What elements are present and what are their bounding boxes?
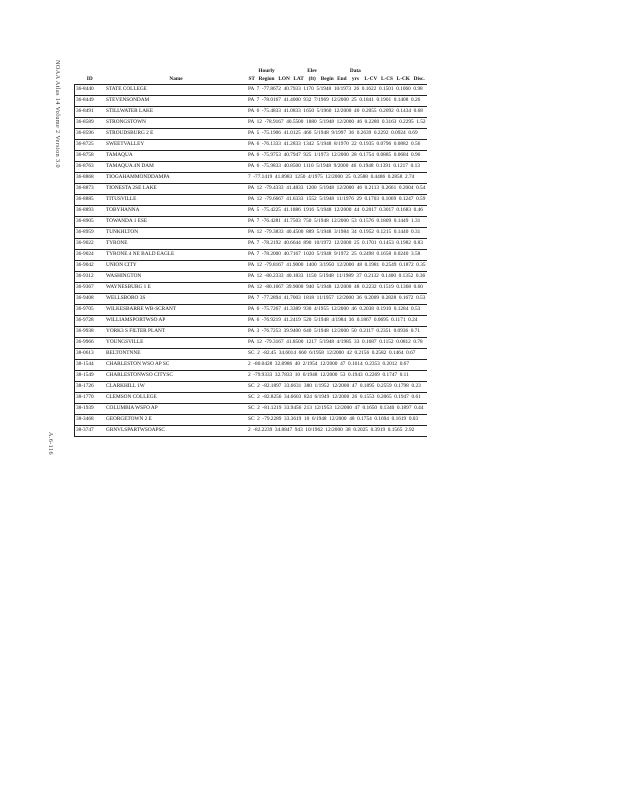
- col-header-top: [319, 68, 336, 76]
- station-name-cell: TITUSVILLE: [105, 195, 247, 206]
- table-row: [75, 327, 427, 338]
- station-name-cell: TAMAQUA: [105, 151, 247, 162]
- col-header-elev: (ft): [306, 76, 319, 85]
- station-name-cell: STILLWATER LAKE: [105, 107, 247, 118]
- table-row: [75, 162, 427, 173]
- station-name-cell: TUNKHLTON: [105, 228, 247, 239]
- table-row: [75, 294, 427, 305]
- station-name-cell: TIOGAHAMMONDDAMPA: [105, 173, 247, 184]
- station-values-cell: PA 5 -75.4225 41.1886 1916 5/1948 12/2000 44 0.2017 0.3017 0.1683 0.46: [247, 206, 427, 217]
- station-name-cell: BELTONTNNE: [105, 349, 247, 360]
- station-values-cell: PA 6 -75.9753 40.7947 925 1/1973 12/2000 28 0.1754 0.0885 0.0684 0.96: [247, 151, 427, 162]
- station-id-cell: 36-9312: [75, 272, 106, 283]
- col-header-top: [379, 68, 395, 76]
- station-name-cell: STATE COLLEGE: [105, 85, 247, 96]
- station-values-cell: PA 3 -76.7253 39.9400 640 5/1948 12/2000 50 0.2117 0.2351 0.0936 0.71: [247, 327, 427, 338]
- station-id-cell: 36-8491: [75, 107, 106, 118]
- station-id-cell: 36-9966: [75, 338, 106, 349]
- col-header-top: [105, 68, 247, 76]
- station-values-cell: PA 12 -78.9167 40.5500 1880 5/1948 12/2000 46 0.2280 0.3163 0.2295 1.52: [247, 118, 427, 129]
- col-header-top: Data: [349, 68, 361, 75]
- table-row: [75, 217, 427, 228]
- table-header-row-top: [75, 68, 427, 76]
- table-row: [75, 305, 427, 316]
- station-name-cell: WASHINGTON: [105, 272, 247, 283]
- station-id-cell: 36-9938: [75, 327, 106, 338]
- station-name-cell: SWEETVALLEY: [105, 140, 247, 151]
- station-name-cell: COLUMBIA WSFO AP: [105, 404, 247, 415]
- col-header-disc: Disc.: [412, 76, 427, 85]
- station-values-cell: PA 7 -76.4281 41.7503 750 5/1948 12/2000 53 0.1576 0.1809 0.1449 1.31: [247, 217, 427, 228]
- station-id-cell: 38-1770: [75, 393, 106, 404]
- station-id-cell: 36-8725: [75, 140, 106, 151]
- station-values-cell: PA 12 -80.1667 39.9000 940 5/1948 12/2000 48 0.2232 0.1519 0.1368 0.60: [247, 283, 427, 294]
- station-name-cell: CLEMSON COLLEGE: [105, 393, 247, 404]
- table-row: [75, 173, 427, 184]
- table-row: [75, 338, 427, 349]
- station-id-cell: 38-0613: [75, 349, 106, 360]
- station-id-cell: 38-1939: [75, 404, 106, 415]
- table-row: [75, 118, 427, 129]
- station-id-cell: 36-8440: [75, 85, 106, 96]
- col-header-lcs: L-CS: [379, 76, 395, 85]
- station-values-cell: SC 2 -81.1219 33.9456 213 12/1953 12/2000 47 0.1650 0.1340 0.1897 0.44: [247, 404, 427, 415]
- station-values-cell: PA 7 -77.2894 41.7003 1818 11/1957 12/2000 36 0.2009 0.2828 0.1672 0.53: [247, 294, 427, 305]
- table-row: [75, 85, 427, 96]
- station-id-cell: 36-8763: [75, 162, 106, 173]
- station-name-cell: WELLSBORO 3S: [105, 294, 247, 305]
- station-name-cell: YOUNGSVILLE: [105, 338, 247, 349]
- station-name-cell: GRNVLSPARTWSOAPSC: [105, 426, 247, 437]
- station-values-cell: SC 2 -82.45 34.6014 660 6/1958 12/2000 42 0.2156 0.2582 0.1464 0.67: [247, 349, 427, 360]
- station-values-cell: SC 2 -82.1897 33.6631 380 1/1952 12/2000 47 0.1895 0.2559 0.1798 0.23: [247, 382, 427, 393]
- station-id-cell: 36-9705: [75, 305, 106, 316]
- table-row: [75, 272, 427, 283]
- col-header-name: Name: [105, 76, 247, 85]
- table-row: [75, 382, 427, 393]
- table-row: [75, 195, 427, 206]
- station-name-cell: TYRONE: [105, 239, 247, 250]
- station-id-cell: 36-8959: [75, 228, 106, 239]
- table-row: [75, 129, 427, 140]
- station-name-cell: TOWANDA 1 ESE: [105, 217, 247, 228]
- col-header-lon: LON: [277, 76, 292, 85]
- col-header-top: [247, 68, 256, 76]
- station-name-cell: YORK3 S FILTER PLANT: [105, 327, 247, 338]
- station-id-cell: 36-8596: [75, 129, 106, 140]
- table-row: [75, 415, 427, 426]
- table-row: [75, 261, 427, 272]
- col-header-st: ST: [247, 76, 256, 85]
- table-row: [75, 140, 427, 151]
- col-header-top: [395, 68, 412, 76]
- station-id-cell: 36-8589: [75, 118, 106, 129]
- station-id-cell: 36-8893: [75, 206, 106, 217]
- station-values-cell: 2 -82.2239 34.8847 943 10/1962 12/2000 38 0.2025 0.3919 0.1565 2.92: [247, 426, 427, 437]
- col-header-top: [75, 68, 106, 76]
- station-id-cell: 36-9408: [75, 294, 106, 305]
- station-values-cell: 2 -80.0428 32.8986 40 2/1954 12/2000 47 0.1614 0.2353 0.2012 0.67: [247, 360, 427, 371]
- table-row: [75, 360, 427, 371]
- station-values-cell: SC 2 -79.2289 33.3619 10 6/1948 12/2000 48 0.1754 0.1694 0.1619 0.03: [247, 415, 427, 426]
- station-name-cell: UNION CITY: [105, 261, 247, 272]
- station-values-cell: PA 7 -78.2000 40.7167 1020 5/1948 9/1972 25 0.2498 0.1658 0.0240 3.58: [247, 250, 427, 261]
- station-name-cell: CLARKHILL 1W: [105, 382, 247, 393]
- col-header-top: [292, 68, 306, 76]
- station-id-cell: 36-8873: [75, 184, 106, 195]
- station-values-cell: PA 7 -77.8672 40.7933 1170 5/1948 10/1973 26 0.1622 0.1501 0.1060 0.98: [247, 85, 427, 96]
- station-statistics-table: [74, 68, 427, 437]
- station-values-cell: PA 12 -79.3167 41.8500 1217 5/1948 4/1985 33 0.1687 0.1152 0.0812 0.78: [247, 338, 427, 349]
- station-values-cell: PA 7 -78.2192 40.6644 890 10/1972 12/2000 25 0.1701 0.1453 0.1982 0.83: [247, 239, 427, 250]
- station-id-cell: 38-1549: [75, 371, 106, 382]
- table-row: [75, 184, 427, 195]
- station-id-cell: 36-9022: [75, 239, 106, 250]
- col-header-yrs: yrs: [348, 76, 362, 85]
- table-row: [75, 206, 427, 217]
- station-id-cell: 36-8885: [75, 195, 106, 206]
- station-name-cell: STEVENSONDAM: [105, 96, 247, 107]
- col-header-begin: Begin: [319, 76, 336, 85]
- table-row: [75, 283, 427, 294]
- station-values-cell: 2 -79.9333 32.7833 10 6/1948 12/2000 53 0.1943 0.2269 0.1747 0.11: [247, 371, 427, 382]
- table-row: [75, 107, 427, 118]
- station-name-cell: WAYNESBURG 1 E: [105, 283, 247, 294]
- station-name-cell: STRONGSTOWN: [105, 118, 247, 129]
- station-name-cell: TIONESTA 2SE LAKE: [105, 184, 247, 195]
- table-row: [75, 151, 427, 162]
- station-id-cell: 36-9728: [75, 316, 106, 327]
- table-row: [75, 239, 427, 250]
- station-values-cell: PA 12 -79.8167 41.9000 1400 3/1950 12/2000 48 0.1981 0.2549 0.1872 0.35: [247, 261, 427, 272]
- station-values-cell: PA 6 -75.4833 41.0833 1650 5/1960 12/2000 40 0.2055 0.2092 0.1434 0.68: [247, 107, 427, 118]
- col-header-top: Elev: [307, 68, 318, 75]
- table-row: [75, 316, 427, 327]
- station-id-cell: 38-1726: [75, 382, 106, 393]
- station-name-cell: TOBYHANNA: [105, 206, 247, 217]
- station-values-cell: PA 12 -79.3833 40.4500 889 5/1948 3/1984 34 0.1952 0.1215 0.1440 0.31: [247, 228, 427, 239]
- station-values-cell: PA 7 -78.0167 41.4000 932 7/1969 12/2000 25 0.1841 0.1901 0.1408 0.26: [247, 96, 427, 107]
- station-values-cell: PA 6 -76.1333 41.2833 1342 5/1948 8/1970 22 0.1935 0.0796 0.0882 0.56: [247, 140, 427, 151]
- table-row: [75, 349, 427, 360]
- col-header-top: [363, 68, 380, 76]
- station-values-cell: PA 12 -79.6667 41.6333 1552 5/1948 11/1976 29 0.1703 0.1069 0.1247 0.59: [247, 195, 427, 206]
- station-name-cell: WILKESBARRE WB-SCRANT: [105, 305, 247, 316]
- table-row: [75, 393, 427, 404]
- station-name-cell: GEORGETOWN 2 E: [105, 415, 247, 426]
- station-id-cell: 36-9367: [75, 283, 106, 294]
- page-number-vertical: A.6-116: [47, 432, 54, 456]
- station-id-cell: 36-9024: [75, 250, 106, 261]
- station-id-cell: 36-8905: [75, 217, 106, 228]
- col-header-top: [277, 68, 292, 76]
- station-values-cell: PA 6 -75.7267 41.3389 930 4/1955 12/2000 46 0.2038 0.1910 0.1284 0.53: [247, 305, 427, 316]
- table-row: [75, 404, 427, 415]
- table-row: [75, 371, 427, 382]
- station-id-cell: 38-1544: [75, 360, 106, 371]
- col-header-region: Region: [256, 76, 276, 85]
- document-header-vertical: NOAA Atlas 14 Volume 2 Version 3.0: [54, 60, 61, 168]
- col-header-end: End: [336, 76, 349, 85]
- station-name-cell: CHARLESTON WSO AP SC: [105, 360, 247, 371]
- station-id-cell: 38-3468: [75, 415, 106, 426]
- station-id-cell: 38-3747: [75, 426, 106, 437]
- station-name-cell: TYRONE 4 NE BALD EAGLE: [105, 250, 247, 261]
- table-row: [75, 250, 427, 261]
- station-values-cell: PA 5 -75.1906 41.0125 460 5/1948 9/1997 36 0.2639 0.2292 0.0924 0.69: [247, 129, 427, 140]
- col-header-id: ID: [75, 76, 106, 85]
- station-id-cell: 36-9042: [75, 261, 106, 272]
- col-header-lat: LAT: [292, 76, 306, 85]
- station-name-cell: WILLIAMSPORTWSO AP: [105, 316, 247, 327]
- station-name-cell: STROUDSBURG 2 E: [105, 129, 247, 140]
- station-values-cell: PA 12 -79.4333 41.4833 1200 5/1948 12/2000 46 0.2113 0.2661 0.2004 0.54: [247, 184, 427, 195]
- station-values-cell: PA 6 -75.9833 40.8500 1110 5/1948 9/2000 46 0.1948 0.1391 0.1217 0.13: [247, 162, 427, 173]
- station-values-cell: 7 -77.1419 41.8983 1250 4/1975 12/2000 25 0.2588 0.4486 0.2858 2.74: [247, 173, 427, 184]
- table-row: [75, 426, 427, 437]
- station-id-cell: 36-8449: [75, 96, 106, 107]
- col-header-top: Hourly: [258, 68, 275, 75]
- table-header-row: [75, 76, 427, 85]
- station-values-cell: PA 6 -76.9219 41.2419 520 5/1948 4/1984 36 0.1867 0.0695 0.1171 0.24: [247, 316, 427, 327]
- col-header-top: [412, 68, 427, 76]
- station-values-cell: SC 2 -82.8256 34.6603 824 6/1949 12/2000 26 0.1553 0.2065 0.1947 0.61: [247, 393, 427, 404]
- station-name-cell: CHARLESTONWSO CITYSC: [105, 371, 247, 382]
- station-id-cell: 36-8868: [75, 173, 106, 184]
- col-header-lcv: L-CV: [363, 76, 380, 85]
- station-id-cell: 36-8758: [75, 151, 106, 162]
- station-values-cell: PA 12 -80.2333 40.1833 1150 5/1948 11/1989 37 0.2132 0.1400 0.1352 0.36: [247, 272, 427, 283]
- table-row: [75, 228, 427, 239]
- table-row: [75, 96, 427, 107]
- col-header-top: [336, 68, 349, 76]
- station-name-cell: TAMAQUA 4N DAM: [105, 162, 247, 173]
- col-header-lck: L-CK: [395, 76, 412, 85]
